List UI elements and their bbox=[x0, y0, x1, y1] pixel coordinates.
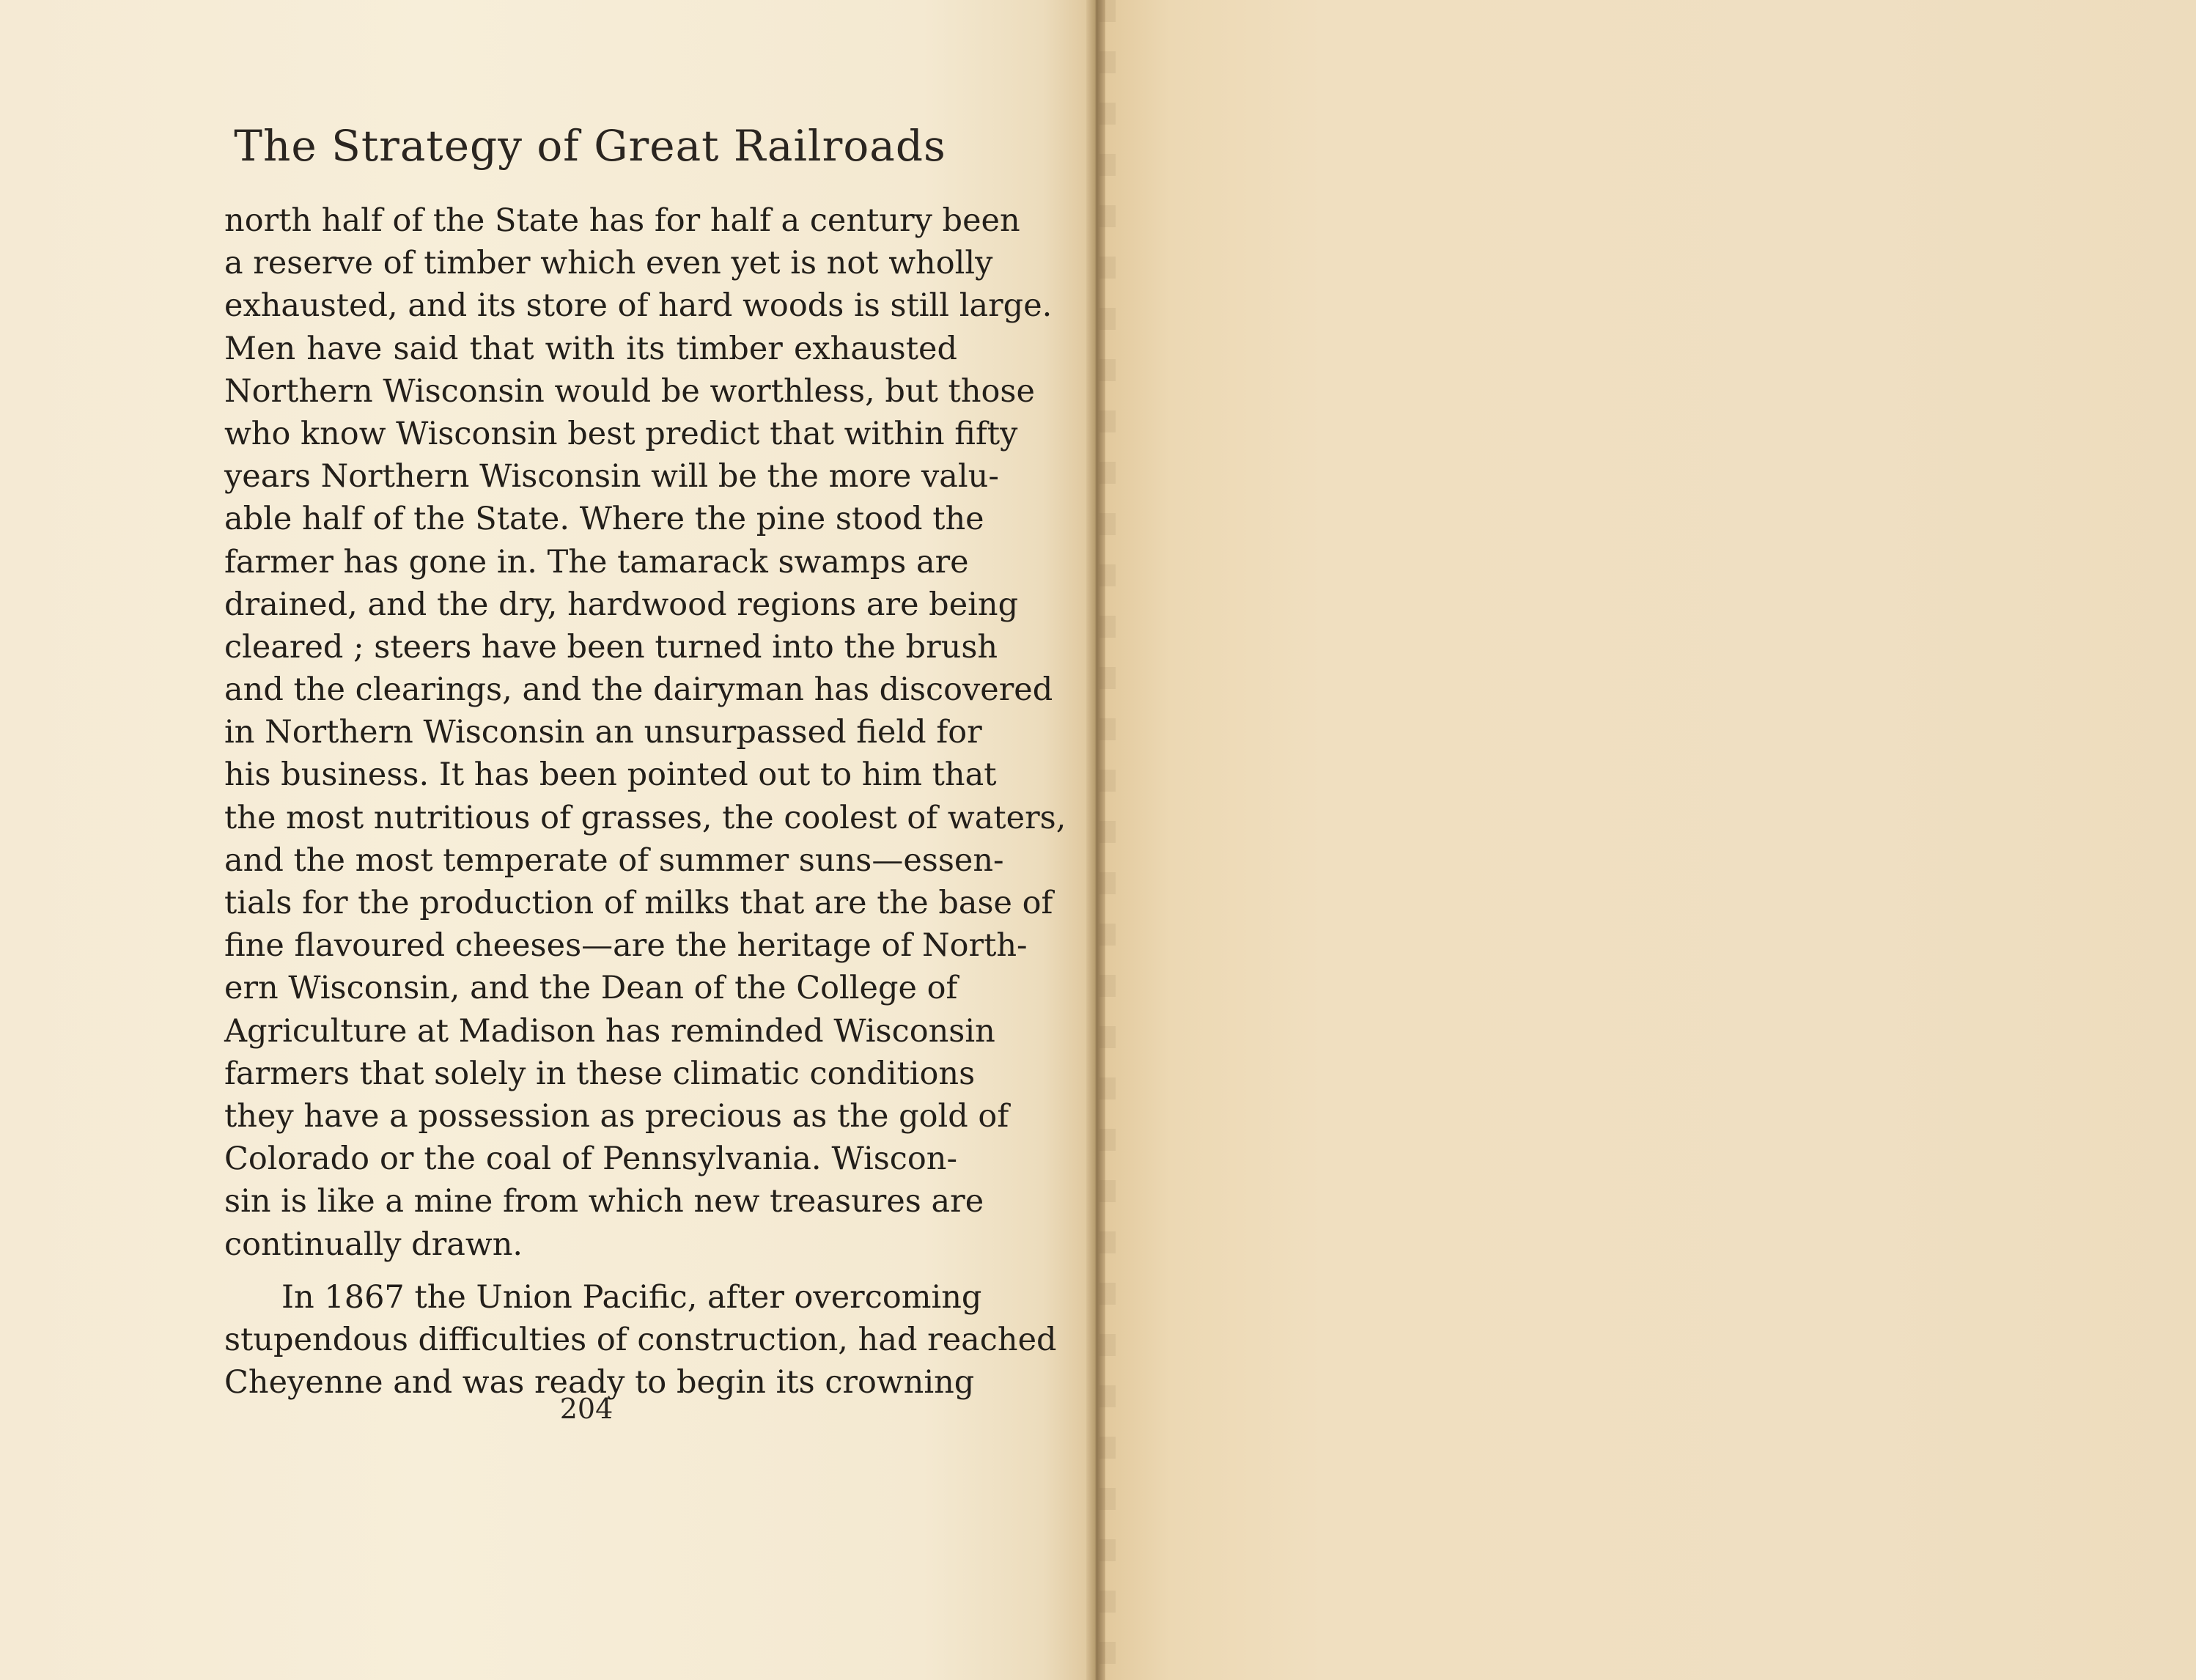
left-page bbox=[0, 0, 1086, 1680]
page-number: 204 bbox=[559, 1393, 614, 1425]
text-line: fine flavoured cheeses—are the heritage of North- bbox=[224, 927, 1028, 965]
text-line: continually drawn. bbox=[224, 1226, 523, 1263]
text-line: farmer has gone in. The tamarack swamps are bbox=[224, 543, 969, 581]
text-line: drained, and the dry, hardwood regions are being bbox=[224, 586, 1019, 623]
text-line: farmers that solely in these climatic conditions bbox=[224, 1055, 976, 1092]
text-line: tials for the production of milks that are the base of bbox=[224, 885, 1053, 921]
running-head: The Strategy of Great Railroads bbox=[234, 121, 946, 171]
text-line: Men have said that with its timber exhausted bbox=[224, 330, 957, 367]
text-line: in Northern Wisconsin an unsurpassed field for bbox=[224, 714, 982, 751]
text-line: In 1867 the Union Pacific, after overcoming bbox=[281, 1278, 982, 1316]
text-line: Colorado or the coal of Pennsylvania. Wiscon- bbox=[224, 1141, 957, 1178]
paragraph-1 bbox=[224, 199, 1066, 1266]
text-line: his business. It has been pointed out to him that bbox=[224, 756, 997, 794]
text-line: exhausted, and its store of hard woods is still large. bbox=[224, 287, 1053, 325]
body-text bbox=[224, 199, 1066, 1404]
right-page-blank bbox=[1105, 0, 2196, 1680]
text-line: ern Wisconsin, and the Dean of the College of bbox=[224, 970, 958, 1007]
text-line: cleared ; steers have been turned into the brush bbox=[224, 628, 998, 666]
text-line: and the most temperate of summer suns—essen- bbox=[224, 841, 1004, 879]
text-line: stupendous difficulties of construction, had reached bbox=[224, 1321, 1057, 1358]
text-line: north half of the State has for half a century been bbox=[224, 202, 1020, 239]
text-line: who know Wisconsin best predict that within fifty bbox=[224, 415, 1018, 452]
text-line: able half of the State. Where the pine stood the bbox=[224, 501, 984, 538]
text-line: Cheyenne and was ready to begin its crowning bbox=[224, 1364, 975, 1401]
text-line: sin is like a mine from which new treasures are bbox=[224, 1183, 984, 1220]
text-line: Northern Wisconsin would be worthless, but those bbox=[224, 372, 1035, 410]
text-line: and the clearings, and the dairyman has discovered bbox=[224, 671, 1053, 709]
text-line: the most nutritious of grasses, the coolest of waters, bbox=[224, 799, 1066, 836]
text-line: they have a possession as precious as the gold of bbox=[224, 1097, 1009, 1135]
paragraph-2 bbox=[224, 1276, 1057, 1404]
page-edge-shadow bbox=[1099, 0, 1116, 1680]
text-line: Agriculture at Madison has reminded Wisconsin bbox=[224, 1012, 995, 1050]
paragraph-gap bbox=[224, 1266, 957, 1276]
text-line: a reserve of timber which even yet is not wholly bbox=[224, 245, 993, 282]
text-line: years Northern Wisconsin will be the more valu- bbox=[224, 458, 999, 495]
